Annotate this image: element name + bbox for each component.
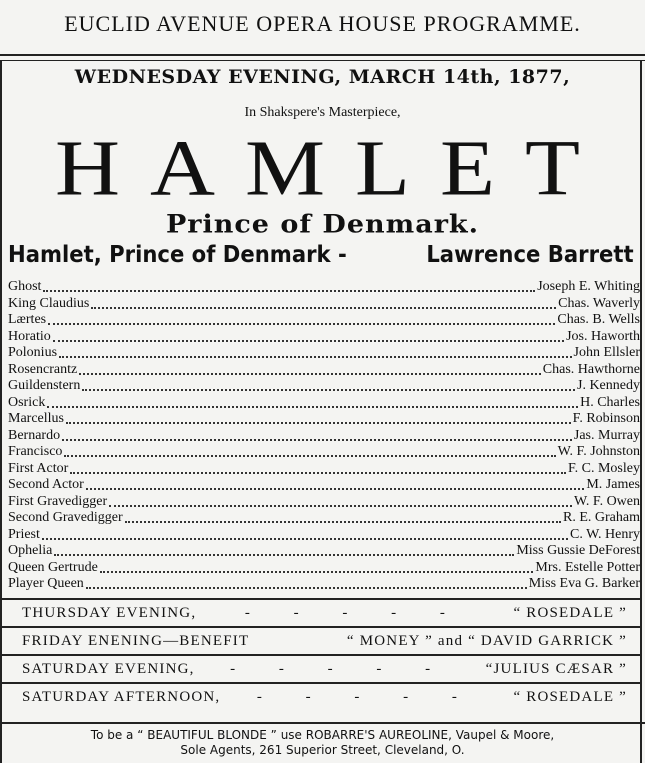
dot-leader: [109, 505, 572, 507]
schedule-when: FRIDAY ENENING—BENEFIT: [22, 632, 250, 649]
lead-actor: Lawrence Barrett: [426, 242, 634, 268]
cast-actor: Jos. Haworth: [566, 328, 640, 344]
dot-leader: [48, 323, 555, 325]
dot-leader: [70, 472, 566, 474]
cast-actor: Joseph E. Whiting: [537, 279, 640, 294]
dot-leader: [47, 406, 578, 408]
dot-leader: [54, 554, 514, 556]
cast-role: First Gravedigger: [8, 493, 108, 509]
schedule-when: SATURDAY EVENING,: [22, 660, 195, 677]
cast-actor: M. James: [586, 477, 640, 492]
cast-role: Marcellus: [8, 411, 64, 426]
cast-row: [8, 527, 640, 544]
cast-actor: F. Robinson: [572, 411, 640, 426]
cast-role: Ghost: [8, 279, 42, 294]
dot-leader: [91, 307, 556, 309]
dot-leader: [59, 356, 571, 358]
cast-row: [8, 477, 640, 494]
masthead: EUCLID AVENUE OPERA HOUSE PROGRAMME.: [64, 11, 581, 36]
schedule-row: [0, 682, 641, 710]
dot-leader: [86, 488, 585, 490]
dot-leader: [53, 340, 564, 342]
schedule-play: “ ROSEDALE ”: [513, 688, 627, 705]
schedule-dashes: - - - - -: [244, 604, 465, 621]
dot-leader: [42, 538, 568, 540]
cast-row: [8, 378, 640, 395]
cast-row: [8, 279, 640, 296]
cast-actor: C. W. Henry: [570, 526, 640, 542]
cast-role: Priest: [8, 526, 40, 542]
cast-actor: John Ellsler: [573, 345, 640, 360]
dot-leader: [79, 373, 541, 375]
week-schedule: [0, 598, 641, 710]
cast-row: [8, 494, 640, 511]
cast-role: Osrick: [8, 394, 46, 410]
cast-actor: J. Kennedy: [577, 378, 640, 393]
dot-leader: [43, 290, 535, 292]
cast-actor: Miss Eva G. Barker: [528, 576, 640, 591]
cast-actor: W. F. Owen: [573, 493, 640, 509]
cast-row: [8, 411, 640, 428]
cast-actor: Miss Gussie DeForest: [516, 543, 640, 558]
dot-leader: [82, 389, 575, 391]
cast-actor: R. E. Graham: [563, 510, 640, 525]
cast-role: Rosencrantz: [8, 361, 78, 377]
cast-actor: W. F. Johnston: [557, 444, 640, 459]
dot-leader: [62, 439, 572, 441]
cast-row: [8, 345, 640, 362]
dot-leader: [66, 422, 571, 424]
cast-row: [8, 395, 640, 412]
cast-row: [8, 576, 640, 593]
cast-row: [8, 312, 640, 329]
cast-role: First Actor: [8, 460, 69, 476]
schedule-play: “ MONEY ” and “ DAVID GARRICK ”: [346, 632, 627, 649]
dot-leader: [125, 521, 561, 523]
cast-role: Player Queen: [8, 576, 84, 591]
dot-leader: [64, 455, 555, 457]
cast-row: [8, 362, 640, 379]
cast-role: Queen Gertrude: [8, 559, 98, 575]
cast-role: Horatio: [8, 328, 51, 344]
cast-row: [8, 428, 640, 445]
schedule-dashes: - - - - -: [256, 688, 477, 705]
cast-role: King Claudius: [8, 295, 90, 311]
cast-list: [8, 279, 640, 593]
cast-row: [8, 461, 640, 478]
cast-role: Lærtes: [8, 312, 47, 327]
cast-actor: Jas. Murray: [573, 427, 640, 443]
lead-billing: [8, 242, 634, 268]
play-subtitle: Prince of Denmark.: [165, 209, 480, 240]
schedule-row: [0, 598, 641, 626]
schedule-row: [0, 654, 641, 682]
cast-actor: Mrs. Estelle Potter: [535, 559, 640, 575]
cast-actor: H. Charles: [580, 394, 640, 410]
schedule-play: “JULIUS CÆSAR ”: [485, 660, 627, 677]
cast-role: Guildenstern: [8, 378, 81, 393]
cast-row: [8, 296, 640, 313]
schedule-row: [0, 626, 641, 654]
dot-leader: [100, 571, 534, 573]
cast-role: Bernardo: [8, 427, 61, 443]
schedule-play: “ ROSEDALE ”: [513, 604, 627, 621]
schedule-when: SATURDAY AFTERNOON,: [22, 688, 221, 705]
cast-row: [8, 510, 640, 527]
cast-row: [8, 543, 640, 560]
cast-role: Second Actor: [8, 477, 84, 492]
ad-line-2: Sole Agents, 261 Superior Street, Cleveland, O.: [180, 743, 465, 757]
performance-dateline: WEDNESDAY EVENING, MARCH 14th, 1877,: [74, 66, 571, 88]
cast-role: Francisco: [8, 444, 63, 459]
cast-row: [8, 444, 640, 461]
cast-actor: Chas. B. Wells: [557, 312, 640, 327]
cast-role: Polonius: [8, 345, 58, 360]
ad-line-1: To be a “ BEAUTIFUL BLONDE ” use ROBARRE'S AUREOLINE, Vaupel & Moore,: [90, 728, 555, 742]
schedule-dashes: - - - - -: [230, 660, 451, 677]
schedule-when: THURSDAY EVENING,: [22, 604, 197, 621]
cast-role: Second Gravedigger: [8, 510, 123, 525]
masthead-rule-thin: [0, 60, 645, 61]
cast-role: Ophelia: [8, 543, 53, 558]
cast-actor: Chas. Hawthorne: [542, 361, 640, 377]
lead-role: Hamlet, Prince of Denmark -: [8, 242, 347, 268]
advertisement: [0, 722, 645, 758]
cast-actor: Chas. Waverly: [558, 295, 640, 311]
cast-row: [8, 560, 640, 577]
cast-actor: F. C. Mosley: [567, 460, 640, 476]
cast-row: [8, 329, 640, 346]
dot-leader: [86, 587, 527, 589]
masthead-rule: [0, 54, 645, 56]
play-title: HAMLET: [55, 124, 610, 213]
intro-line: In Shakspere's Masterpiece,: [244, 105, 401, 120]
